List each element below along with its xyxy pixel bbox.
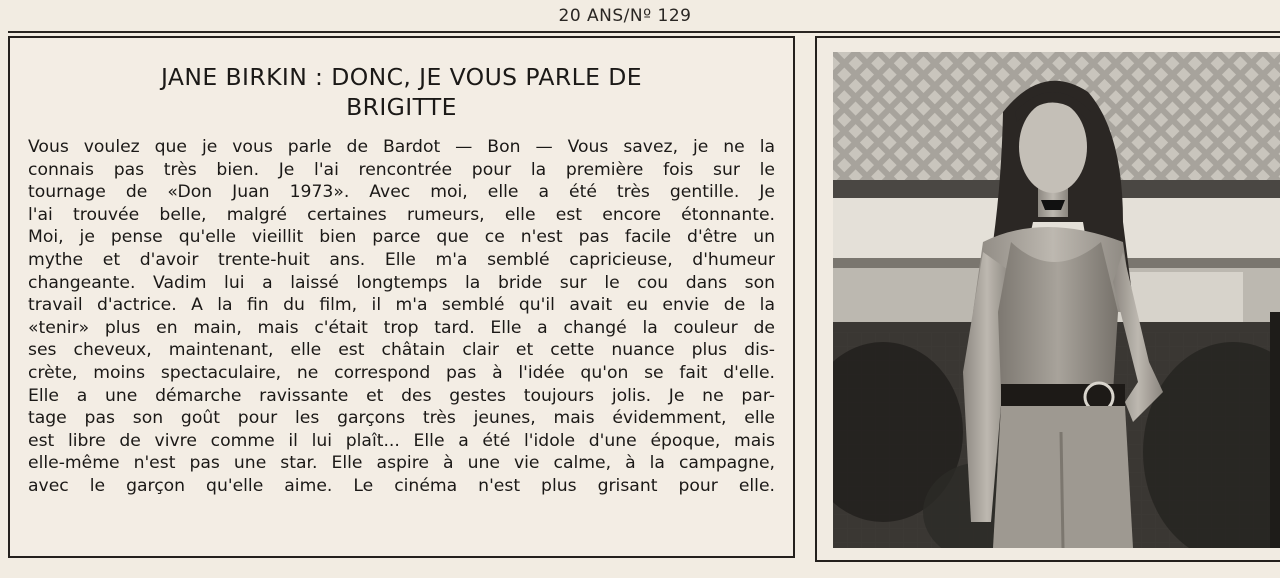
body-line: Vous voulez que je vous parle de Bardot — Bon — Vous savez, je ne la — [28, 137, 775, 157]
article-box — [8, 36, 795, 558]
body-line: Moi, je pense qu'elle vieillit bien parce que ce n'est pas facile d'être un — [28, 227, 775, 248]
body-line: Elle a une démarche ravissante et des gestes toujours jolis. Je ne par- — [28, 385, 775, 406]
top-rule — [8, 31, 1280, 33]
body-line: connais pas très bien. Je l'ai rencontrée pour la première fois sur le — [28, 159, 775, 180]
article-body — [28, 136, 775, 498]
body-line: crète, moins spectaculaire, ne correspond pas à l'idée qu'on se fait d'elle. — [28, 362, 775, 383]
article-title-line-1: JANE BIRKIN : DONC, JE VOUS PARLE DE — [161, 63, 642, 91]
issue-label: 20 ANS/Nº 129 — [558, 6, 692, 26]
body-line: avec le garçon qu'elle aime. Le cinéma n'est plus grisant pour elle. — [28, 475, 775, 496]
body-line: «tenir» plus en main, mais c'était trop tard. Elle a changé la couleur de — [28, 317, 775, 338]
body-line: l'ai trouvée belle, malgré certaines rumeurs, elle est encore étonnante. — [28, 204, 775, 225]
article-title-line-2: BRIGITTE — [346, 93, 457, 121]
body-line: elle-même n'est pas une star. Elle aspire à une vie calme, à la campagne, — [28, 453, 775, 474]
body-line: ses cheveux, maintenant, elle est châtain clair et cette nuance plus dis- — [28, 340, 775, 361]
body-line: travail d'actrice. A la fin du film, il m'a semblé qu'il avait eu envie de la — [28, 295, 775, 316]
body-line: tournage de «Don Juan 1973». Avec moi, elle a été très gentille. Je — [28, 182, 775, 203]
body-line: tage pas son goût pour les garçons très jeunes, mais évidemment, elle — [28, 408, 775, 429]
photo-frame — [815, 36, 1280, 562]
page-header — [0, 6, 1280, 26]
body-line: changeante. Vadim lui a laissé longtemps la bride sur le cou dans son — [28, 272, 775, 293]
portrait-photo — [833, 52, 1280, 548]
article-title — [10, 62, 793, 122]
body-line: mythe et d'avoir trente-huit ans. Elle m'a semblé capricieuse, d'humeur — [28, 249, 775, 270]
body-line: est libre de vivre comme il lui plaît... Elle a été l'idole d'une époque, mais — [28, 430, 775, 451]
